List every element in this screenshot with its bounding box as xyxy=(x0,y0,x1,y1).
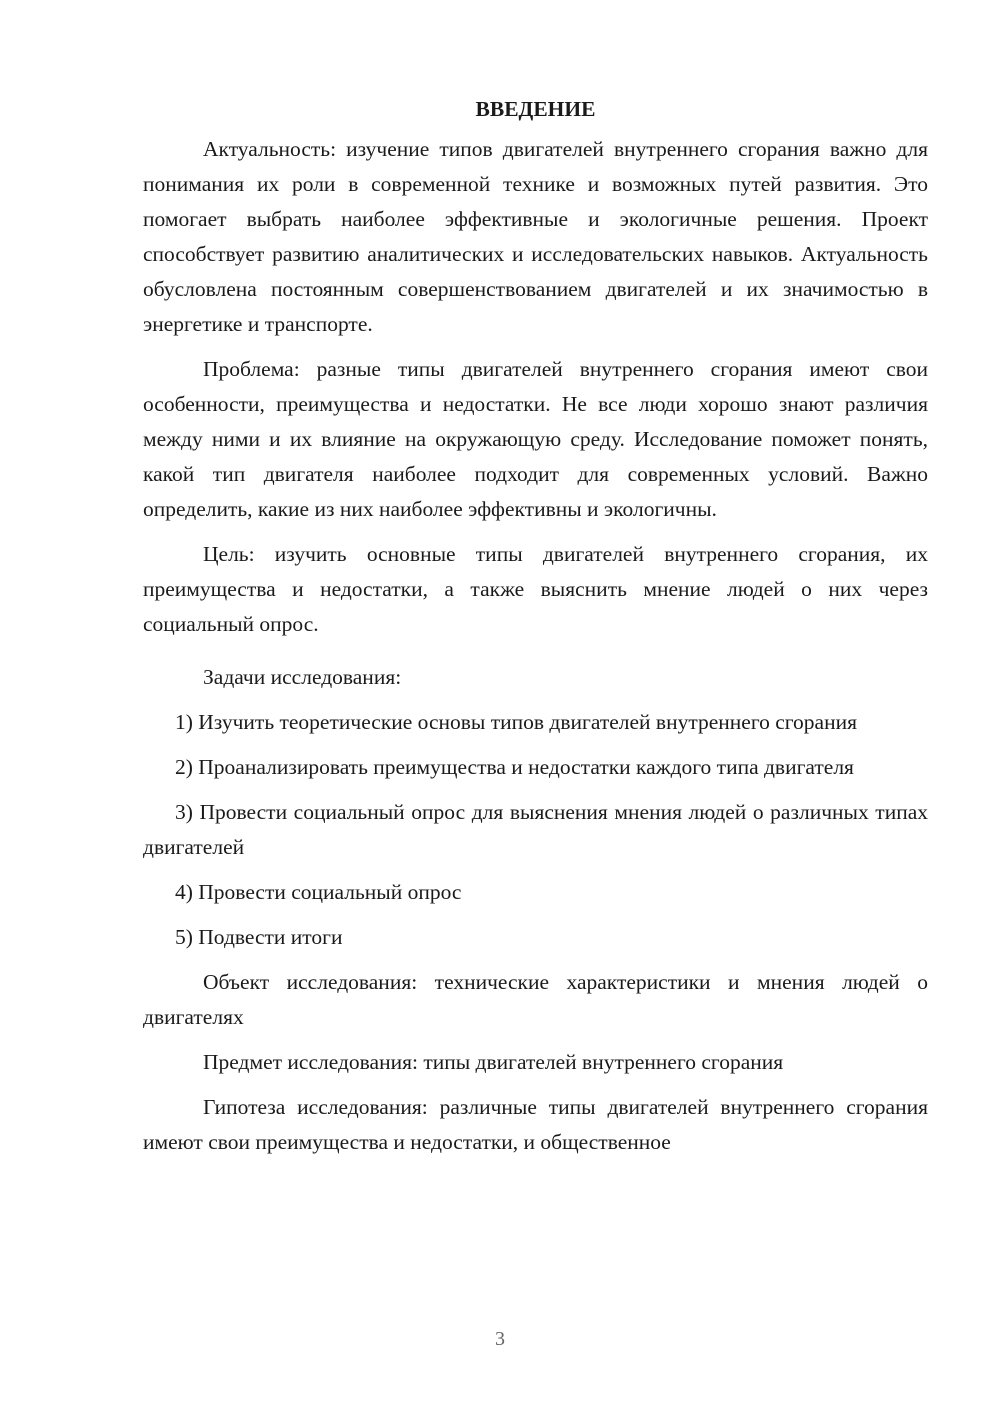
problem-paragraph: Проблема: разные типы двигателей внутреннего сгорания имеют свои особенности, преимущества и недостатки. Не все люди хорошо знают различия между ними и их влияние на окружающую среду. Исследование поможет понять, какой тип двигателя наиболее подходит для современных условий. Важно определить, какие из них наиболее эффективны и экологичны. xyxy=(143,357,928,521)
hypothesis-paragraph: Гипотеза исследования: различные типы двигателей внутреннего сгорания имеют свои преимущества и недостатки, и общественное xyxy=(143,1095,928,1154)
tasks-heading: Задачи исследования: xyxy=(203,665,402,689)
page-number: 3 xyxy=(495,1328,505,1350)
tasks-list xyxy=(143,705,928,955)
list-item: 1) Изучить теоретические основы типов двигателей внутреннего сгорания xyxy=(175,710,858,734)
document-page xyxy=(143,90,928,1170)
list-item: 3) Провести социальный опрос для выяснения мнения людей о различных типах двигателей xyxy=(143,800,928,859)
list-item: 4) Провести социальный опрос xyxy=(175,880,462,904)
relevance-paragraph: Актуальность: изучение типов двигателей внутреннего сгорания важно для понимания их роли в современной технике и возможных путей развития. Это помогает выбрать наиболее эффективные и экологичные решения. Проект способствует развитию аналитических и исследовательских навыков. Актуальность обусловлена постоянным совершенствованием двигателей и их значимостью в энергетике и транспорте. xyxy=(143,137,928,336)
list-item: 5) Подвести итоги xyxy=(175,925,343,949)
object-paragraph: Объект исследования: технические характеристики и мнения людей о двигателях xyxy=(143,970,928,1029)
subject-paragraph: Предмет исследования: типы двигателей внутреннего сгорания xyxy=(203,1050,784,1074)
list-item: 2) Проанализировать преимущества и недостатки каждого типа двигателя xyxy=(175,755,854,779)
section-title: ВВЕДЕНИЕ xyxy=(475,97,596,121)
goal-paragraph: Цель: изучить основные типы двигателей внутреннего сгорания, их преимущества и недостатки, а также выяснить мнение людей о них через социальный опрос. xyxy=(143,542,928,636)
